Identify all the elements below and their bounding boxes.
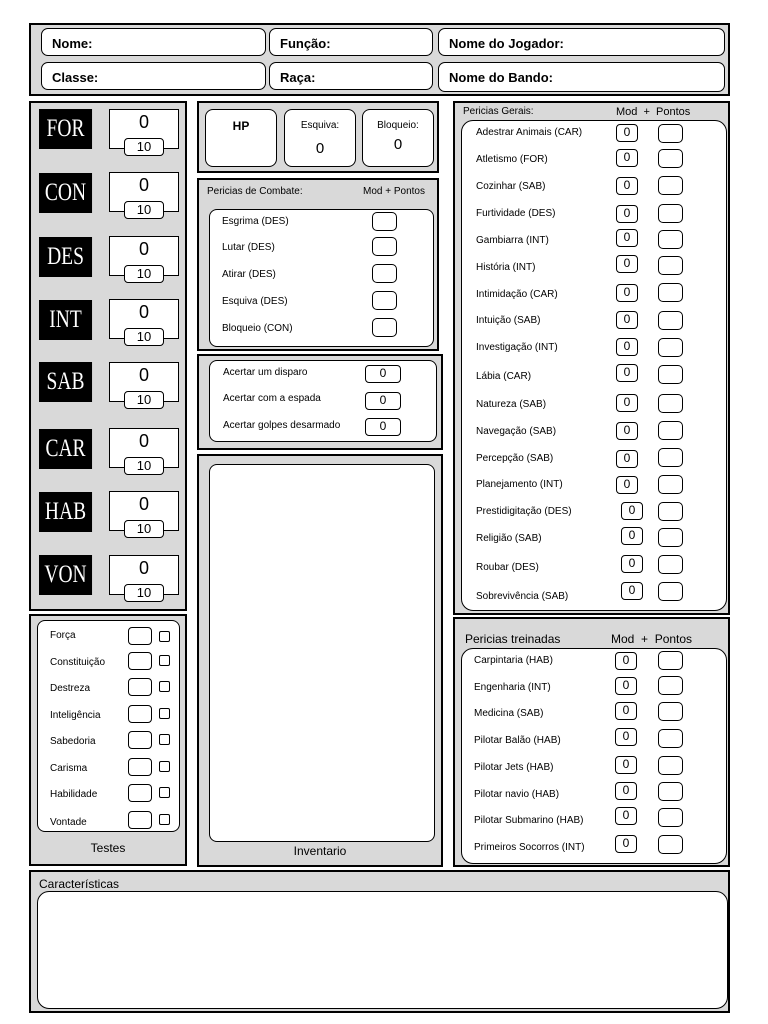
function-field[interactable]: Função: [269,28,433,56]
general-skill-points[interactable] [658,204,683,223]
general-skill-label: Percepção (SAB) [476,453,554,464]
attr-base[interactable]: 10 [124,138,164,156]
attr-base[interactable]: 10 [124,328,164,346]
general-skill-mod[interactable]: 0 [621,527,643,545]
bloqueio-box[interactable] [362,109,434,167]
combat-skill-points[interactable] [372,264,397,283]
general-skill-label: Atletismo (FOR) [476,154,548,165]
attacks-list [209,360,437,442]
race-field[interactable]: Raça: [269,62,433,90]
trained-skills-header: Mod + Pontos [611,632,693,646]
test-label: Força [50,630,76,641]
trained-skill-label: Pilotar Jets (HAB) [474,762,554,773]
general-skill-points[interactable] [658,475,683,494]
test-box[interactable] [128,731,152,749]
general-skill-mod[interactable]: 0 [616,284,638,302]
general-skill-mod[interactable]: 0 [616,229,638,247]
class-field[interactable]: Classe: [41,62,266,90]
trained-skill-mod[interactable]: 0 [615,652,637,670]
trained-skill-label: Primeiros Socorros (INT) [474,842,585,853]
attr-box-sab[interactable] [109,362,179,407]
trained-skill-points[interactable] [658,782,683,801]
test-box[interactable] [128,652,152,670]
test-check[interactable] [159,708,170,719]
stats-panel [197,101,439,173]
test-check[interactable] [159,631,170,642]
attr-value: 0 [138,558,149,578]
bloqueio-value: 0 [393,136,403,153]
combat-skills-header: Mod + Pontos [363,186,425,197]
general-skill-mod[interactable]: 0 [616,311,638,329]
attack-label: Acertar um disparo [223,367,308,378]
traits-title: Características [39,877,120,891]
general-skill-label: Intimidação (CAR) [476,289,558,300]
hp-box[interactable] [205,109,277,167]
trained-skill-mod[interactable]: 0 [615,807,637,825]
attack-value[interactable]: 0 [365,392,401,410]
general-skill-mod[interactable]: 0 [616,255,638,273]
bloqueio-label: Bloqueio: [377,120,419,131]
esquiva-label: Esquiva: [300,120,340,131]
general-skill-mod[interactable]: 0 [621,502,643,520]
attack-label: Acertar com a espada [223,393,321,404]
general-skill-label: Cozinhar (SAB) [476,181,546,192]
trained-skill-points[interactable] [658,651,683,670]
test-label: Sabedoria [50,736,96,747]
attr-value: 0 [138,431,149,451]
test-box[interactable] [128,784,152,802]
attack-value[interactable]: 0 [365,418,401,436]
general-skill-points[interactable] [658,448,683,467]
attr-base[interactable]: 10 [124,201,164,219]
attr-box-hab[interactable] [109,491,179,536]
attr-value: 0 [138,365,149,385]
band-name-field[interactable]: Nome do Bando: [438,62,725,92]
general-skill-points[interactable] [658,311,683,330]
player-name-field[interactable]: Nome do Jogador: [438,28,725,56]
inventory-area[interactable] [209,464,435,842]
general-skill-mod[interactable]: 0 [616,205,638,223]
attr-box-con[interactable] [109,172,179,217]
attr-label: VON [39,555,92,595]
general-skill-label: Lábia (CAR) [476,371,532,382]
hp-label: HP [232,119,250,133]
attr-base[interactable]: 10 [124,391,164,409]
test-check[interactable] [159,655,170,666]
test-check[interactable] [159,761,170,772]
general-skill-points[interactable] [658,582,683,601]
general-skill-mod[interactable]: 0 [616,422,638,440]
combat-skills-list [209,209,434,347]
general-skills-title: Pericias Gerais: [463,106,534,117]
test-box[interactable] [128,811,152,829]
attr-label: FOR [39,109,92,149]
attributes-panel [29,101,187,611]
test-label: Vontade [50,817,87,828]
inventory-title: Inventario [293,844,347,858]
combat-skill-label: Bloqueio (CON) [222,323,293,334]
combat-skills-panel [197,178,439,351]
attr-box-for[interactable] [109,109,179,154]
test-box[interactable] [128,758,152,776]
general-skill-points[interactable] [658,502,683,521]
traits-panel [29,870,730,1013]
test-label: Carisma [50,763,88,774]
trained-skill-points[interactable] [658,676,683,695]
attr-value: 0 [138,175,149,195]
trained-skills-list [461,648,727,864]
tests-panel [29,614,187,866]
inventory-panel [197,454,443,867]
general-skill-mod[interactable]: 0 [616,450,638,468]
general-skill-mod[interactable]: 0 [616,149,638,167]
tests-title: Testes [90,841,126,855]
test-check[interactable] [159,814,170,825]
trained-skill-label: Pilotar Balão (HAB) [474,735,561,746]
test-check[interactable] [159,787,170,798]
combat-skill-label: Esgrima (DES) [222,216,289,227]
esquiva-box[interactable] [284,109,356,167]
test-label: Destreza [50,683,91,694]
general-skill-points[interactable] [658,124,683,143]
general-skill-points[interactable] [658,394,683,413]
attacks-panel [197,354,443,450]
general-skill-points[interactable] [658,176,683,195]
general-skill-mod[interactable]: 0 [616,338,638,356]
general-skill-label: Investigação (INT) [476,342,558,353]
combat-skill-label: Lutar (DES) [222,242,275,253]
combat-skill-points[interactable] [372,237,397,256]
attr-box-des[interactable] [109,236,179,281]
general-skill-label: Intuição (SAB) [476,315,541,326]
trained-skill-label: Carpintaria (HAB) [474,655,553,666]
attr-box-int[interactable] [109,299,179,344]
general-skill-label: Sobrevivência (SAB) [476,591,569,602]
test-check[interactable] [159,681,170,692]
general-skill-points[interactable] [658,283,683,302]
tests-list [37,620,180,832]
trained-skill-label: Engenharia (INT) [474,682,551,693]
trained-skill-mod[interactable]: 0 [615,835,637,853]
trained-skill-mod[interactable]: 0 [615,782,637,800]
general-skill-mod[interactable]: 0 [621,582,643,600]
general-skill-label: Roubar (DES) [476,562,539,573]
general-skill-label: Religião (SAB) [476,533,542,544]
combat-skills-title: Pericias de Combate: [207,186,303,197]
general-skill-label: Adestrar Animais (CAR) [476,127,583,138]
general-skills-panel [453,101,730,615]
general-skills-list [461,120,727,611]
general-skill-points[interactable] [658,421,683,440]
trained-skill-label: Pilotar Submarino (HAB) [474,815,584,826]
combat-skill-points[interactable] [372,291,397,310]
attr-base[interactable]: 10 [124,457,164,475]
trained-skill-mod[interactable]: 0 [615,728,637,746]
attr-label: DES [39,237,92,277]
general-skill-points[interactable] [658,555,683,574]
general-skill-points[interactable] [658,338,683,357]
trained-skills-title: Pericias treinadas [465,632,561,646]
general-skill-label: Prestidigitação (DES) [476,506,572,517]
traits-area[interactable] [37,891,728,1009]
test-label: Inteligência [50,710,101,721]
general-skill-points[interactable] [658,230,683,249]
general-skill-label: História (INT) [476,262,536,273]
attr-box-von[interactable] [109,555,179,600]
attr-value: 0 [138,112,149,132]
test-label: Habilidade [50,789,98,800]
attr-box-car[interactable] [109,428,179,473]
general-skill-mod[interactable]: 0 [616,476,638,494]
general-skill-points[interactable] [658,149,683,168]
trained-skill-mod[interactable]: 0 [615,756,637,774]
attr-label: CAR [39,429,92,469]
general-skill-mod[interactable]: 0 [616,364,638,382]
general-skill-label: Natureza (SAB) [476,399,547,410]
trained-skill-points[interactable] [658,702,683,721]
test-box[interactable] [128,627,152,645]
general-skill-label: Planejamento (INT) [476,479,563,490]
general-skill-points[interactable] [658,256,683,275]
general-skill-label: Furtividade (DES) [476,208,556,219]
esquiva-value: 0 [315,140,325,157]
trained-skill-points[interactable] [658,756,683,775]
general-skill-mod[interactable]: 0 [616,394,638,412]
general-skill-label: Gambiarra (INT) [476,235,549,246]
trained-skill-points[interactable] [658,835,683,854]
trained-skill-points[interactable] [658,729,683,748]
general-skill-mod[interactable]: 0 [616,124,638,142]
attr-value: 0 [138,494,149,514]
general-skill-points[interactable] [658,528,683,547]
attr-value: 0 [138,302,149,322]
combat-skill-points[interactable] [372,212,397,231]
trained-skill-label: Medicina (SAB) [474,708,544,719]
combat-skill-points[interactable] [372,318,397,337]
test-box[interactable] [128,678,152,696]
attr-base[interactable]: 10 [124,520,164,538]
attr-label: SAB [39,362,92,402]
test-label: Constituição [50,657,106,668]
trained-skill-label: Pilotar navio (HAB) [474,789,560,800]
trained-skill-mod[interactable]: 0 [615,702,637,720]
attack-label: Acertar golpes desarmado [223,420,341,431]
general-skills-header: Mod + Pontos [616,106,691,118]
attr-value: 0 [138,239,149,259]
trained-skills-panel [453,617,730,867]
trained-skill-mod[interactable]: 0 [615,677,637,695]
test-box[interactable] [128,705,152,723]
general-skill-mod[interactable]: 0 [616,177,638,195]
attr-label: HAB [39,492,92,532]
combat-skill-label: Atirar (DES) [222,269,276,280]
general-skill-points[interactable] [658,365,683,384]
test-check[interactable] [159,734,170,745]
attr-label: INT [39,300,92,340]
attr-base[interactable]: 10 [124,265,164,283]
attr-label: CON [39,173,92,213]
attack-value[interactable]: 0 [365,365,401,383]
general-skill-label: Navegação (SAB) [476,426,557,437]
attr-base[interactable]: 10 [124,584,164,602]
trained-skill-points[interactable] [658,808,683,827]
name-field[interactable]: Nome: [41,28,266,56]
general-skill-mod[interactable]: 0 [621,555,643,573]
combat-skill-label: Esquiva (DES) [222,296,288,307]
